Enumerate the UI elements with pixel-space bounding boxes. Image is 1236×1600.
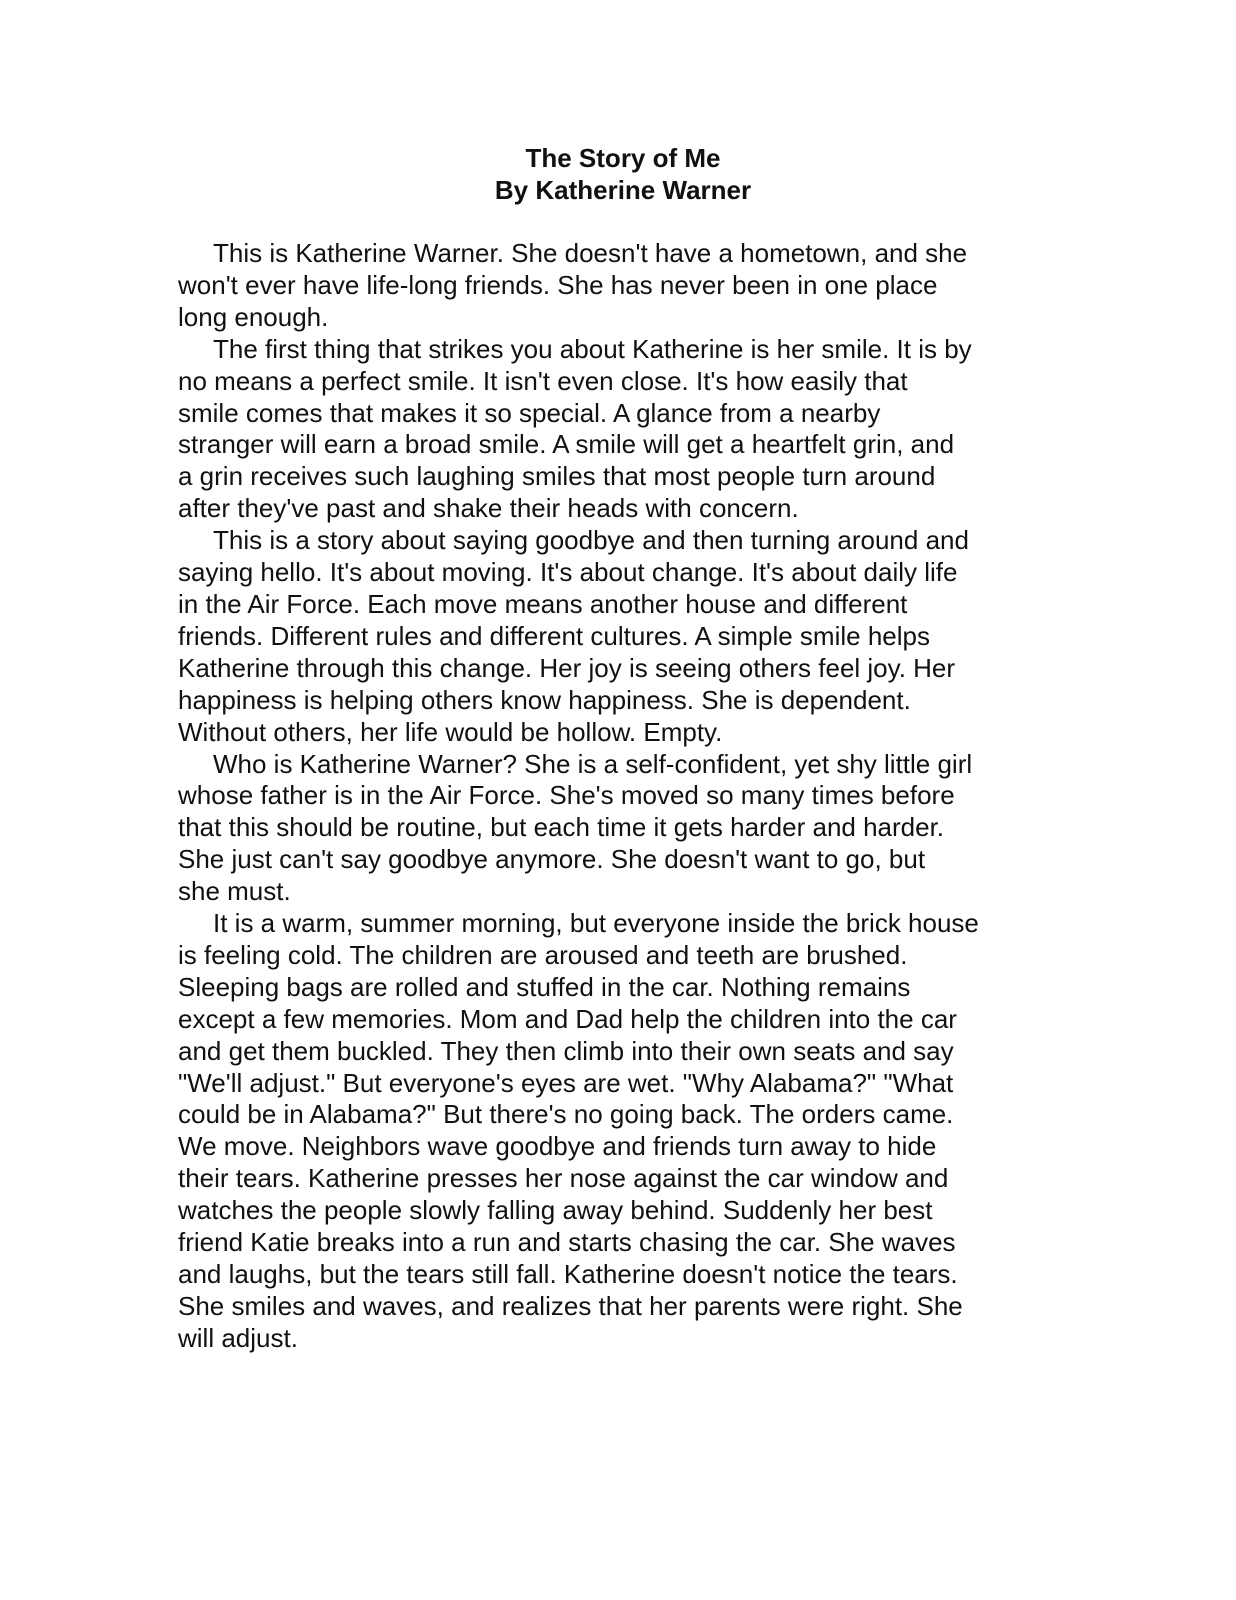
title-block — [0, 142, 1236, 206]
document-byline: By Katherine Warner — [494, 175, 752, 205]
paragraph-5-line-9: their tears. Katherine presses her nose against the car window and — [178, 1163, 949, 1194]
paragraph-2-line-1: The first thing that strikes you about Katherine is her smile. It is by — [213, 333, 972, 364]
story-body — [178, 238, 1038, 1355]
paragraph-3-line-6: happiness is helping others know happiness. She is dependent. — [178, 684, 911, 715]
paragraph-3-line-4: friends. Different rules and different cultures. A simple smile helps — [178, 620, 930, 651]
paragraph-2-line-6: after they've past and shake their heads with concern. — [178, 493, 799, 524]
paragraph-5-line-6: "We'll adjust." But everyone's eyes are wet. "Why Alabama?" "What — [178, 1067, 954, 1098]
paragraph-4-line-5: she must. — [178, 876, 291, 907]
paragraph-5-line-2: is feeling cold. The children are aroused and teeth are brushed. — [178, 939, 908, 970]
paragraph-5-line-14: will adjust. — [178, 1322, 298, 1353]
paragraph-3-line-1: This is a story about saying goodbye and then turning around and — [213, 525, 969, 556]
paragraph-5-line-4: except a few memories. Mom and Dad help the children into the car — [178, 1003, 957, 1034]
paragraph-3-line-2: saying hello. It's about moving. It's about change. It's about daily life — [178, 557, 958, 588]
paragraph-5-line-3: Sleeping bags are rolled and stuffed in the car. Nothing remains — [178, 971, 911, 1002]
paragraph-4-line-2: whose father is in the Air Force. She's moved so many times before — [178, 780, 955, 811]
paragraph-5-line-11: friend Katie breaks into a run and starts chasing the car. She waves — [178, 1227, 956, 1258]
paragraph-2-line-2: no means a perfect smile. It isn't even close. It's how easily that — [178, 365, 908, 396]
paragraph-3-line-5: Katherine through this change. Her joy is seeing others feel joy. Her — [178, 652, 956, 683]
paragraph-1-line-1: This is Katherine Warner. She doesn't have a hometown, and she — [213, 238, 968, 268]
paragraph-1-line-2: won't ever have life-long friends. She has never been in one place — [178, 269, 938, 300]
paragraph-5-line-12: and laughs, but the tears still fall. Katherine doesn't notice the tears. — [178, 1259, 958, 1289]
paragraph-4-line-3: that this should be routine, but each time it gets harder and harder. — [178, 812, 945, 843]
paragraph-5-line-8: We move. Neighbors wave goodbye and friends turn away to hide — [178, 1131, 937, 1162]
paragraph-4-line-4: She just can't say goodbye anymore. She doesn't want to go, but — [178, 844, 926, 875]
paragraph-4-line-1: Who is Katherine Warner? She is a self-confident, yet shy little girl — [213, 748, 973, 779]
paragraph-5-line-7: could be in Alabama?" But there's no going back. The orders came. — [178, 1099, 954, 1130]
paragraph-5-line-13: She smiles and waves, and realizes that her parents were right. She — [178, 1290, 963, 1321]
paragraph-2-line-4: stranger will earn a broad smile. A smile will get a heartfelt grin, and — [178, 429, 955, 460]
paragraph-3-line-3: in the Air Force. Each move means another house and different — [178, 588, 908, 619]
paragraph-2-line-5: a grin receives such laughing smiles that most people turn around — [178, 461, 936, 492]
paragraph-2-line-3: smile comes that makes it so special. A glance from a nearby — [178, 397, 881, 428]
paragraph-5-line-5: and get them buckled. They then climb into their own seats and say — [178, 1035, 954, 1066]
paragraph-5-line-1: It is a warm, summer morning, but everyone inside the brick house — [213, 908, 979, 939]
paragraph-5-line-10: watches the people slowly falling away behind. Suddenly her best — [178, 1195, 933, 1226]
paragraph-3-line-7: Without others, her life would be hollow. Empty. — [178, 716, 723, 747]
paragraph-1-line-3: long enough. — [178, 301, 329, 332]
document-title: The Story of Me — [525, 143, 721, 173]
